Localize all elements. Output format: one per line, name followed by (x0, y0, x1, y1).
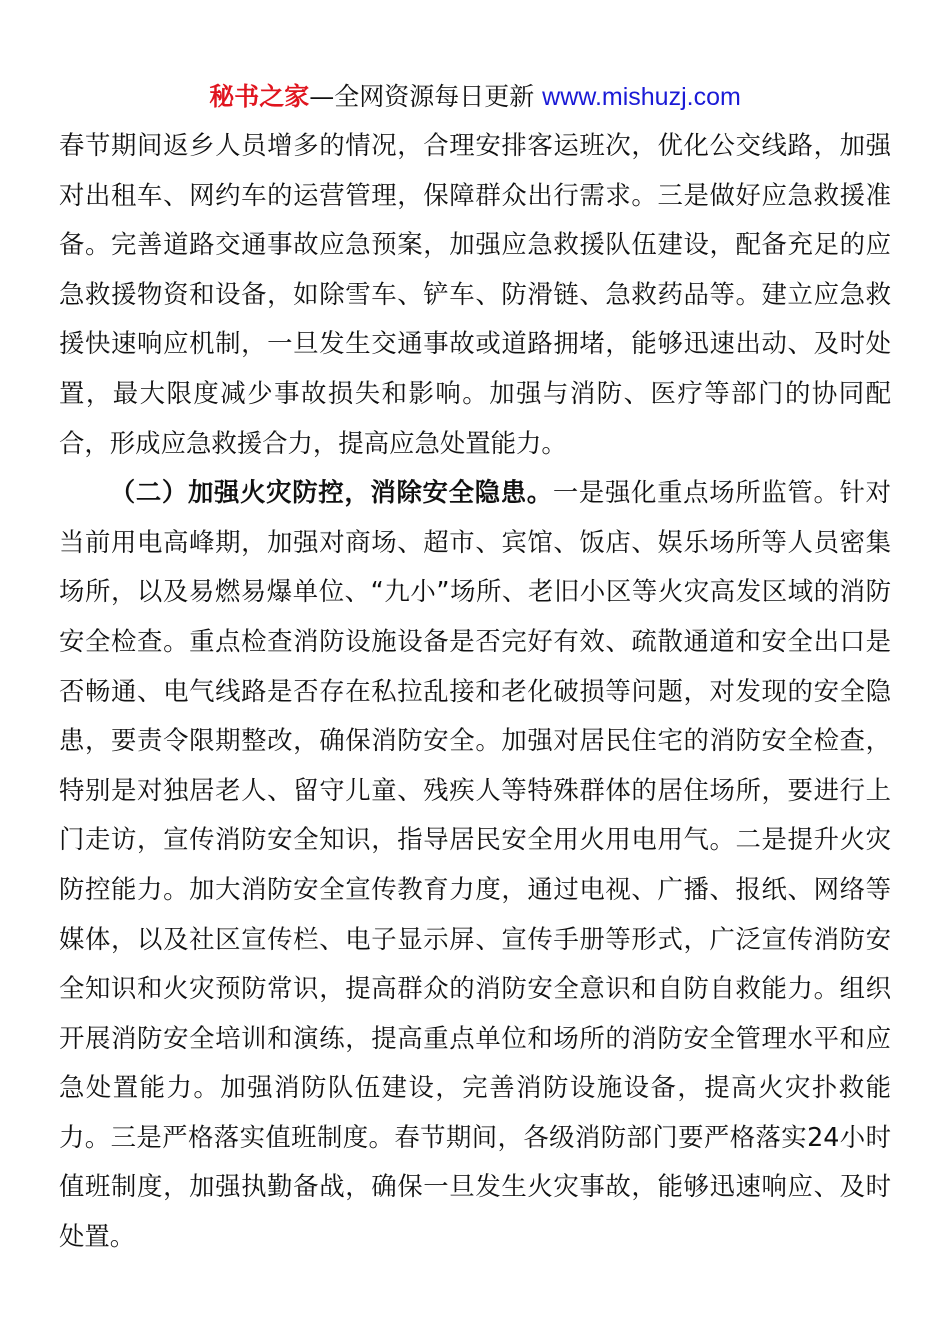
brand-name: 秘书之家 (209, 82, 310, 111)
paragraph-continued (59, 121, 891, 468)
paragraph-text: 春节期间返乡人员增多的情况，合理安排客运班次，优化公交线路，加强对出租车、网约车的运营管理，保障群众出行需求。三是做好应急救援准备。完善道路交通事故应急预案，加强应急救援队伍建设，配备充足的应急救援物资和设备，如除雪车、铲车、防滑链、急救药品等。建立应急救援快速响应机制，一旦发生交通事故或道路拥堵，能够迅速出动、及时处置，最大限度减少事故损失和影响。加强与消防、医疗等部门的协同配合，形成应急救援合力，提高应急处置能力。 (59, 130, 891, 458)
paragraph-text: 一是强化重点场所监管。针对当前用电高峰期，加强对商场、超市、宾馆、饭店、娱乐场所等人员密集场所，以及易燃易爆单位、“九小”场所、老旧小区等火灾高发区域的消防安全检查。重点检查消防设施设备是否完好有效、疏散通道和安全出口是否畅通、电气线路是否存在私拉乱接和老化破损等问题，对发现的安全隐患，要责令限期整改，确保消防安全。加强对居民住宅的消防安全检查，特别是对独居老人、留守儿童、残疾人等特殊群体的居住场所，要进行上门走访，宣传消防安全知识，指导居民安全用火用电用气。二是提升火灾防控能力。加大消防安全宣传教育力度，通过电视、广播、报纸、网络等媒体，以及社区宣传栏、电子显示屏、宣传手册等形式，广泛宣传消防安全知识和火灾预防常识，提高群众的消防安全意识和自防自救能力。组织开展消防安全培训和演练，提高重点单位和场所的消防安全管理水平和应急处置能力。加强消防队伍建设，完善消防设施设备，提高火灾扑救能力。三是严格落实值班制度。春节期间，各级消防部门要严格落实24小时值班制度，加强执勤备战，确保一旦发生火灾事故，能够迅速响应、及时处置。 (59, 477, 891, 1252)
header-tagline: —全网资源每日更新 (309, 82, 543, 111)
paragraph-fire-prevention (59, 468, 891, 1262)
section-heading: （二）加强火灾防控，消除安全隐患。 (109, 477, 553, 508)
website-url[interactable]: www.mishuzj.com (542, 83, 741, 111)
document-body (59, 121, 891, 1262)
page-header (0, 80, 950, 114)
